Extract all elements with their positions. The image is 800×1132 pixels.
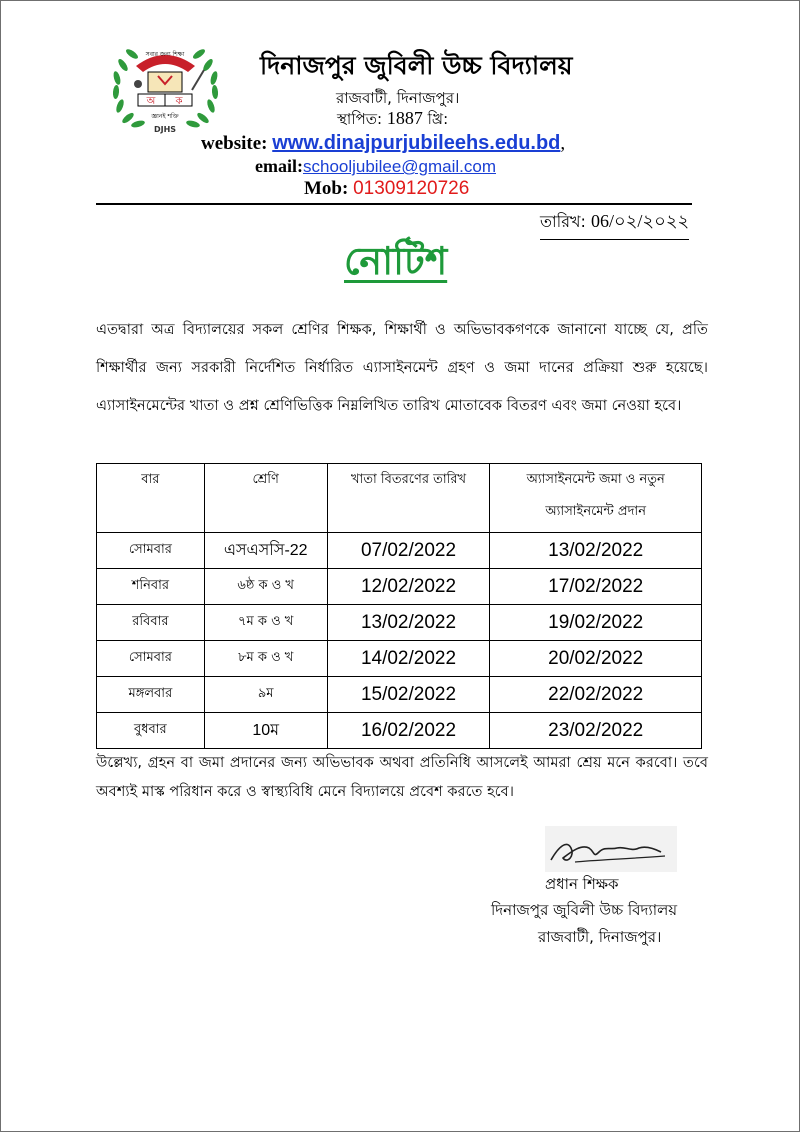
email-label: email: [255,156,303,176]
logo-right-letter: ক [175,96,183,107]
signatory-school: দিনাজপুর জুবিলী উচ্চ বিদ্যালয় [491,901,678,919]
table-row [97,605,702,641]
row-day: সোমবার [97,641,205,677]
established-suffix: খ্রি: [427,110,449,128]
row-day: শনিবার [97,569,205,605]
header-submission-line1: অ্যাসাইনমেন্ট জমা ও নতুন [526,472,665,487]
row-submission-date: 13/02/2022 [490,533,702,569]
table-row [97,641,702,677]
notice-body: এতদ্বারা অত্র বিদ্যালয়ের সকল শ্রেণির শিক্ষক, শিক্ষার্থী ও অভিভাবকগণকে জানানো যাচ্ছে যে, প্রতি শিক্ষার্থীর জন্য সরকারী নির্দেশিত নির্ধারিত এ্যাসাইনমেন্ট গ্রহণ ও জমা দানের প্রক্রিয়া শুরু হয়েছে। এ্যাসাইনমেন্টের খাতা ও প্রশ্ন শ্রেণিভিত্তিক নিম্নলিখিত তারিখ মোতাবেক বিতরণ এবং জমা নেওয়া হবে। [96,321,708,414]
row-day: বুধবার [97,713,205,749]
signatory-address: রাজবাটী, দিনাজপুর। [538,928,662,946]
mobile-label: Mob: [304,178,349,199]
notice-title: নোটিশ [344,239,448,283]
row-distribution-date: 16/02/2022 [327,713,490,749]
website-link[interactable]: www.dinajpurjubileehs.edu.bd [272,132,561,154]
assignment-schedule-table [96,463,702,749]
established-label: স্থাপিত: [337,110,383,128]
table-header-row [97,464,702,533]
row-day: মঙ্গলবার [97,677,205,713]
date-value: 06/০২/২০২২ [591,211,690,231]
row-class: ৬ষ্ঠ ক ও খ [204,569,327,605]
email-line [255,156,496,177]
row-distribution-date: 14/02/2022 [327,641,490,677]
row-distribution-date: 15/02/2022 [327,677,490,713]
header-class: শ্রেণি [204,464,327,533]
signatory-title: প্রধান শিক্ষক [545,875,619,893]
row-submission-date: 23/02/2022 [490,713,702,749]
table-row [97,533,702,569]
row-class: ৯ম [204,677,327,713]
header-distribution-date: খাতা বিতরণের তারিখ [327,464,490,533]
row-class: ৭ম ক ও খ [204,605,327,641]
school-name: দিনাজপুর জুবিলী উচ্চ বিদ্যালয় [260,51,573,80]
row-class: 10ম [204,713,327,749]
date-label: তারিখ: [540,212,586,231]
row-day: রবিবার [97,605,205,641]
school-logo [108,32,223,142]
headmaster-signature [545,826,677,872]
row-submission-date: 19/02/2022 [490,605,702,641]
notice-date [540,207,689,240]
row-distribution-date: 13/02/2022 [327,605,490,641]
header-day: বার [97,464,205,533]
table-row [97,677,702,713]
header-submission [490,464,702,533]
table-row [97,713,702,749]
website-trailing: , [560,133,566,154]
email-link[interactable]: schooljubilee@gmail.com [302,157,496,176]
school-address: রাজবাটী, দিনাজপুর। [336,89,460,107]
row-submission-date: 17/02/2022 [490,569,702,605]
mobile-number: 01309120726 [353,178,470,199]
website-line [201,132,565,155]
logo-top-text: সবার জন্য শিক্ষা [145,51,185,58]
website-label: website: [201,133,268,154]
table-row [97,569,702,605]
logo-bottom-text: জ্ঞানই শক্তি [151,113,179,120]
row-submission-date: 20/02/2022 [490,641,702,677]
established-year: 1887 [386,108,423,128]
logo-initials: DJHS [153,125,177,134]
row-submission-date: 22/02/2022 [490,677,702,713]
row-class: এসএসসি-22 [204,533,327,569]
row-distribution-date: 07/02/2022 [327,533,490,569]
row-class: ৮ম ক ও খ [204,641,327,677]
row-distribution-date: 12/02/2022 [327,569,490,605]
closing-note: উল্লেখ্য, গ্রহন বা জমা প্রদানের জন্য অভিভাবক অথবা প্রতিনিধি আসলেই আমরা শ্রেয় মনে করবো। তবে অবশ্যই মাস্ক পরিধান করে ও স্বাস্থ্যবিধি মেনে বিদ্যালয়ে প্রবেশ করতে হবে। [96,754,708,800]
row-day: সোমবার [97,533,205,569]
mobile-line [304,178,469,200]
established-line [337,108,448,133]
header-submission-line2: অ্যাসাইনমেন্ট প্রদান [545,504,646,519]
logo-left-letter: অ [146,96,156,107]
header-divider [96,203,692,205]
